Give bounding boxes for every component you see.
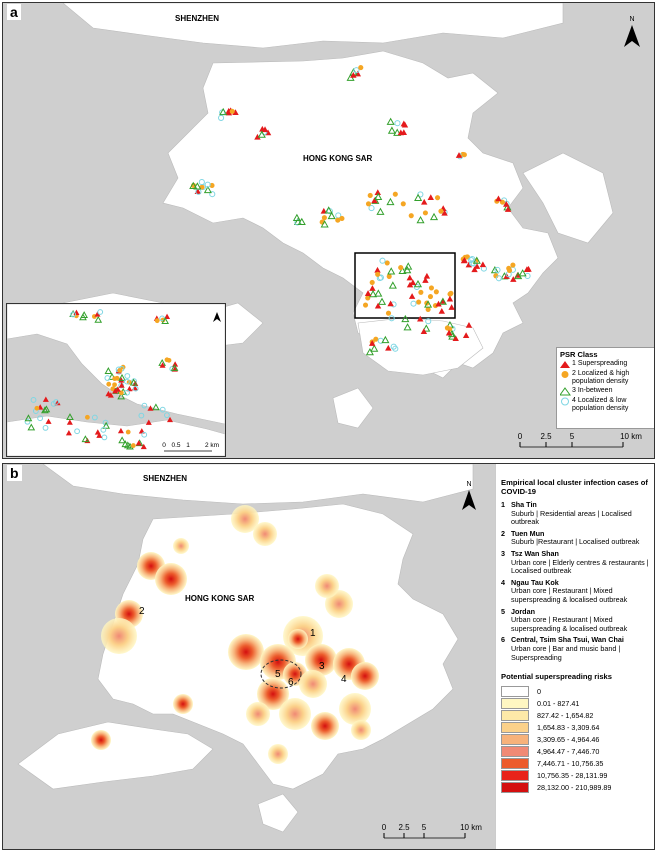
localized-low-point (92, 415, 97, 420)
legend-item-localized-low: 4 Localized & low population density (560, 397, 653, 413)
localized-high-point (35, 406, 40, 411)
case-marker-6: 6 (288, 677, 294, 688)
label-shenzhen: SHENZHEN (175, 14, 220, 23)
case-item (501, 636, 651, 662)
risk-hotspot (339, 693, 371, 725)
risk-class (501, 747, 651, 756)
svg-text:1: 1 (186, 442, 190, 449)
case-description: Urban core | Elderly centres & restaurants | Localised outbreak (511, 557, 649, 576)
cases-list (496, 501, 655, 662)
b-land-lantau (18, 722, 213, 789)
localized-high-point (155, 318, 160, 323)
localized-high-point (435, 195, 440, 200)
risk-label: 0.01 - 827.41 (537, 699, 580, 709)
svg-text:2.5: 2.5 (540, 432, 552, 441)
legend-item-in-between: 3 In-between (560, 387, 653, 396)
panel-b-risk-map (2, 463, 655, 850)
localized-high-point (358, 65, 363, 70)
case-marker-1: 1 (310, 628, 316, 639)
land-shenzhen (63, 3, 563, 48)
svg-text:0: 0 (381, 823, 387, 832)
localized-high-point (448, 291, 453, 296)
localized-high-point (368, 193, 373, 198)
risk-hotspot (91, 730, 111, 750)
risk-label: 0 (537, 687, 541, 697)
svg-text:5: 5 (421, 823, 427, 832)
localized-high-point (438, 209, 443, 214)
localized-high-point (429, 285, 434, 290)
case-item (501, 608, 651, 634)
map-b-svg (3, 464, 495, 849)
legend-title: PSR Class (560, 350, 598, 359)
svg-text:0.5: 0.5 (171, 442, 181, 449)
case-description: Urban core | Restaurant | Mixed superspreading & localised outbreak (511, 615, 628, 633)
b-label-shenzhen: SHENZHEN (143, 474, 188, 483)
land-island-east (523, 153, 613, 243)
localized-high-point (409, 213, 414, 218)
risk-label: 3,309.65 - 4,964.46 (537, 735, 600, 745)
case-description: Urban core | Bar and music band | Superspreading (511, 643, 621, 662)
risk-hotspot (155, 563, 187, 595)
localized-high-point (363, 302, 368, 307)
risk-hotspot (311, 712, 339, 740)
risk-swatch (501, 758, 529, 769)
b-label-hong-kong: HONG KONG SAR (185, 594, 255, 603)
risk-label: 10,756.35 - 28,131.99 (537, 771, 608, 781)
localized-high-point (434, 289, 439, 294)
localized-high-point (428, 294, 433, 299)
risk-hotspot (246, 702, 270, 726)
localized-high-point (118, 368, 123, 373)
cyan-circle-icon (560, 397, 572, 406)
risk-swatch (501, 698, 529, 709)
superspreading-point (43, 396, 49, 401)
case-number: 6 (501, 635, 505, 645)
case-number: 3 (501, 548, 505, 558)
risk-class (501, 687, 651, 696)
case-description: Suburb | Residential areas | Localised outbreak (511, 508, 632, 527)
localized-high-point (416, 299, 421, 304)
case-number: 5 (501, 606, 505, 616)
localized-low-point (31, 398, 36, 403)
localized-high-point (126, 430, 131, 435)
localized-high-point (322, 215, 327, 220)
risk-swatch (501, 770, 529, 781)
localized-high-point (401, 201, 406, 206)
risk-hotspot (351, 662, 379, 690)
green-triangle-icon (560, 387, 572, 396)
panel-a-label: a (7, 4, 21, 20)
case-marker-3: 3 (319, 661, 325, 672)
risk-class (501, 699, 651, 708)
localized-low-point (165, 413, 170, 418)
svg-text:2 km: 2 km (204, 442, 220, 449)
orange-circle-icon (560, 370, 572, 379)
case-number: 1 (501, 500, 505, 509)
risk-hotspot (315, 574, 339, 598)
scale-bar-b (382, 823, 482, 838)
case-name: Central, Tsim Sha Tsui, Wan Chai (511, 635, 624, 645)
svg-text:0: 0 (517, 432, 523, 441)
scale-bar-a (518, 432, 642, 447)
panel-a-psr-map (2, 2, 655, 459)
cases-heading: Empirical local cluster infection cases of COVID-19 (501, 478, 648, 496)
risk-hotspot (253, 522, 277, 546)
localized-high-point (387, 274, 392, 279)
risk-hotspot (299, 670, 327, 698)
localized-high-point (370, 280, 375, 285)
risk-hotspot (173, 538, 189, 554)
risk-swatch (501, 734, 529, 745)
localized-high-point (386, 311, 391, 316)
in-between-point (67, 414, 73, 419)
localized-high-point (418, 290, 423, 295)
case-item (501, 501, 651, 527)
localized-high-point (426, 307, 431, 312)
risk-label: 28,132.00 - 210,989.89 (537, 783, 612, 793)
risk-class (501, 711, 651, 720)
case-name: Ngau Tau Kok (511, 577, 559, 587)
localized-high-point (398, 265, 403, 270)
risk-hotspot (288, 629, 308, 649)
risk-hotspot (101, 618, 137, 654)
risk-swatch (501, 746, 529, 757)
risk-swatch (501, 686, 529, 697)
localized-high-point (339, 216, 344, 221)
case-description: Urban core | Restaurant | Mixed superspreading & localised outbreak (511, 586, 628, 604)
svg-text:10 km: 10 km (620, 432, 642, 441)
localized-high-point (423, 210, 428, 215)
case-marker-2: 2 (139, 606, 145, 617)
localized-high-point (366, 201, 371, 206)
localized-high-point (393, 192, 398, 197)
case-marker-4: 4 (341, 674, 347, 685)
svg-text:5: 5 (569, 432, 575, 441)
localized-high-point (112, 382, 117, 387)
case-number: 2 (501, 528, 505, 538)
localized-high-point (506, 266, 511, 271)
north-arrow-icon (624, 16, 640, 47)
risk-legend (496, 687, 655, 792)
localized-high-point (85, 415, 90, 420)
localized-high-point (165, 357, 170, 362)
risk-swatch (501, 710, 529, 721)
risk-legend-title: Potential superspreading risks (501, 672, 612, 682)
inset-svg (7, 304, 225, 456)
risk-hotspot (268, 744, 288, 764)
svg-text:10 km: 10 km (460, 823, 482, 832)
risk-label: 827.42 - 1,654.82 (537, 711, 594, 721)
case-description: Suburb |Restaurant | Localised outbreak (511, 537, 640, 547)
localized-high-point (230, 109, 235, 114)
case-name: Sha Tin (511, 500, 537, 509)
b-land-shenzhen (43, 464, 473, 504)
localized-low-point (139, 413, 144, 418)
inset-map (6, 303, 226, 457)
risk-class (501, 783, 651, 792)
risk-label: 4,964.47 - 7,446.70 (537, 747, 600, 757)
inset-scale-bar (159, 440, 221, 454)
case-marker-5: 5 (275, 669, 281, 680)
legend-item-localized-high: 2 Localized & high population density (560, 370, 653, 386)
panel-b-label: b (7, 465, 22, 481)
risk-hotspot (228, 634, 264, 670)
risk-swatch (501, 722, 529, 733)
risk-swatch (501, 782, 529, 793)
land-lamma (333, 388, 373, 428)
case-name: Jordan (511, 606, 535, 616)
case-item (501, 550, 651, 576)
risk-hotspot (351, 720, 371, 740)
risk-class (501, 759, 651, 768)
svg-text:2.5: 2.5 (398, 823, 410, 832)
land-hk-island (358, 318, 483, 375)
red-triangle-icon (560, 360, 572, 369)
risk-class (501, 723, 651, 732)
svg-text:N: N (629, 16, 635, 23)
localized-high-point (112, 376, 117, 381)
case-number: 4 (501, 577, 505, 587)
panel-b-legend (495, 464, 655, 849)
localized-high-point (375, 272, 380, 277)
localized-high-point (365, 295, 370, 300)
localized-high-point (131, 443, 136, 448)
svg-text:0: 0 (162, 442, 166, 449)
risk-label: 1,654.83 - 3,309.64 (537, 723, 600, 733)
legend-item-superspreading: 1 Superspreading (560, 360, 653, 369)
svg-text:N: N (466, 481, 472, 488)
case-item (501, 579, 651, 605)
risk-hotspot (173, 694, 193, 714)
risk-hotspot (279, 698, 311, 730)
risk-class (501, 771, 651, 780)
localized-high-point (510, 262, 515, 267)
localized-high-point (462, 152, 467, 157)
case-name: Tuen Mun (511, 528, 545, 538)
case-name: Tsz Wan Shan (511, 548, 559, 558)
localized-high-point (106, 382, 111, 387)
risk-label: 7,446.71 - 10,756.35 (537, 759, 604, 769)
psr-legend (556, 347, 655, 429)
case-item (501, 530, 651, 547)
label-hong-kong: HONG KONG SAR (303, 154, 373, 163)
risk-class (501, 735, 651, 744)
b-land-lamma (258, 794, 298, 832)
